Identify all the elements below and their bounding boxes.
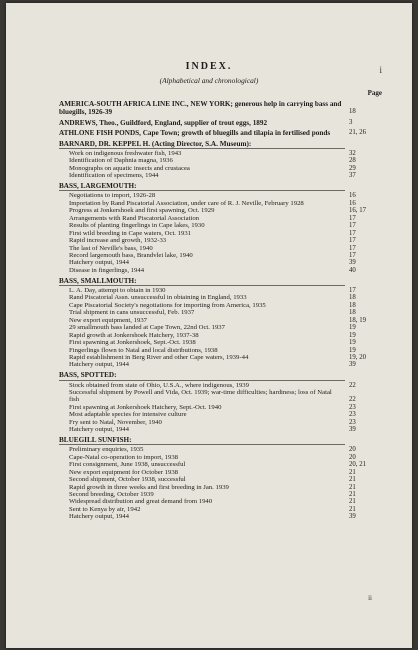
subentry-text: Results of planting fingerlings in Cape lakes, 1930 <box>69 222 205 230</box>
subentry-page-number: 16, 17 <box>349 207 366 215</box>
index-subentry <box>59 259 373 266</box>
index-subentry <box>59 317 373 324</box>
subentry-page-number: 19 <box>349 331 356 339</box>
subentry-text: Rapid growth at Jonkershoek Hatchery, 1937-38 <box>69 331 199 339</box>
entry-heading: BLUEGILL SUNFISH: <box>59 436 132 445</box>
heading-rule <box>59 380 345 381</box>
index-subentry <box>59 237 373 244</box>
subentry-text: The last of Neville's bass, 1940 <box>69 244 153 252</box>
subentry-page-number: 32 <box>349 149 356 157</box>
entry-page-number: 21, 26 <box>349 129 366 137</box>
subentry-text: Identification of Daphnia magna, 1936 <box>69 157 173 165</box>
index-subentry <box>59 165 373 172</box>
index-subentry <box>59 157 373 164</box>
index-subentry <box>59 484 373 491</box>
subentry-page-number: 21 <box>349 498 356 506</box>
subentry-page-number: 19 <box>349 346 356 354</box>
entry-heading-row <box>59 436 373 444</box>
index-entry <box>59 119 373 127</box>
subentry-text: Rapid establishment in Berg River and other Cape waters, 1939-44 <box>69 354 249 362</box>
subentry-text: Hatchery output, 1944 <box>69 513 129 521</box>
heading-rule <box>59 444 345 445</box>
subentry-page-number: 16 <box>349 192 356 200</box>
subentry-text: Successful shipment by Powell and Vida, Oct. 1939; war-time difficulties; hardiness; loss of Natal fish <box>69 388 332 404</box>
page-title: INDEX. <box>185 61 233 72</box>
subentry-page-number: 18 <box>349 309 356 317</box>
index-subentry <box>59 491 373 498</box>
subentry-text: Fingerlings flown to Natal and local distributions, 1938 <box>69 346 218 354</box>
index-subentry <box>59 339 373 346</box>
index-subentry <box>59 461 373 468</box>
subentry-page-number: 23 <box>349 411 356 419</box>
index-subentry <box>59 354 373 361</box>
index-subentry <box>59 469 373 476</box>
entry-heading-row <box>59 140 373 148</box>
index-subentry <box>59 215 373 222</box>
index-subentry <box>59 294 373 301</box>
index-subentry <box>59 252 373 259</box>
entry-heading-row <box>59 277 373 285</box>
subentry-page-number: 17 <box>349 237 356 245</box>
index-entry <box>59 436 373 521</box>
subentry-text: Negotiations to import, 1926-28 <box>69 192 156 200</box>
subentry-text: L. A. Day, attempt to obtain in 1930 <box>69 286 166 294</box>
subentry-text: Rapid growth in three weeks and first breeding in Jan. 1939 <box>69 483 229 491</box>
heading-rule <box>59 285 345 286</box>
subentry-text: Second shipment, October 1938, successful <box>69 476 186 484</box>
subentry-page-number: 20 <box>349 453 356 461</box>
subentry-text: Stock obtained from state of Ohio, U.S.A., where indigenous, 1939 <box>69 381 249 389</box>
index-subentry <box>59 446 373 453</box>
index-entry <box>59 371 373 433</box>
subentry-page-number: 17 <box>349 214 356 222</box>
subentry-text: Arrangements with Rand Piscatorial Association <box>69 214 200 222</box>
subentry-page-number: 39 <box>349 513 356 521</box>
entry-heading: ATHLONE FISH PONDS, Cape Town; growth of bluegills and tilapia in fertilised ponds <box>59 129 331 138</box>
subentry-page-number: 18, 19 <box>349 316 366 324</box>
entry-heading-row <box>59 119 373 127</box>
subentry-page-number: 19 <box>349 324 356 332</box>
index-subentry <box>59 207 373 214</box>
index-entry <box>59 100 373 116</box>
subentry-page-number: 39 <box>349 426 356 434</box>
subentry-page-number: 18 <box>349 301 356 309</box>
page-subtitle: (Alphabetical and chronological) <box>159 76 259 85</box>
subentry-text: First wild breeding in Cape waters, Oct. 1931 <box>69 229 192 237</box>
subentry-text: Identification of specimens, 1944 <box>69 172 159 180</box>
subentry-page-number: 22 <box>349 396 356 404</box>
subentry-text: Fry sent to Natal, November, 1940 <box>69 418 162 426</box>
subentry-page-number: 19, 20 <box>349 354 366 362</box>
index-subentry <box>59 267 373 274</box>
index-entry <box>59 129 373 137</box>
index-entry <box>59 140 373 180</box>
entry-heading: BASS, SMALLMOUTH: <box>59 276 137 285</box>
index-subentry <box>59 454 373 461</box>
index-subentry <box>59 389 373 404</box>
subentry-text: Importation by Rand Piscatorial Association, under care of R. J. Neville, February 1928 <box>69 199 304 207</box>
index-entries <box>59 100 373 523</box>
subentry-page-number: 20 <box>349 446 356 454</box>
subentry-text: First spawning at Jonkershoek, Sept.-Oct. 1938 <box>69 339 196 347</box>
subentry-page-number: 17 <box>349 222 356 230</box>
subentry-page-number: 37 <box>349 172 356 180</box>
subentry-text: Monographs on aquatic insects and crustacea <box>69 164 190 172</box>
subentry-text: Record largemouth bass, Brandvlei lake, 1940 <box>69 252 193 259</box>
index-subentry <box>59 222 373 229</box>
subentry-page-number: 17 <box>349 286 356 294</box>
subentry-text: Progress at Jonkershoek and first spawning, Oct. 1929 <box>69 207 215 215</box>
entry-heading-row <box>59 100 373 116</box>
index-subentry <box>59 404 373 411</box>
index-subentry <box>59 332 373 339</box>
subentry-text: Disease in fingerlings, 1944 <box>69 266 145 274</box>
subentry-text: Sent to Kenya by air, 1942 <box>69 505 141 513</box>
index-subentry <box>59 230 373 237</box>
subentry-text: New export equipment for October 1938 <box>69 468 179 476</box>
subentry-page-number: 23 <box>349 418 356 426</box>
index-subentry <box>59 302 373 309</box>
entry-heading: BASS, SPOTTED: <box>59 371 117 380</box>
index-subentry <box>59 513 373 520</box>
entry-heading: BARNARD, DR. KEPPEL H. (Acting Director, S.A. Museum): <box>59 139 252 148</box>
subentry-page-number: 39 <box>349 361 356 369</box>
entry-heading-row <box>59 129 373 137</box>
corner-mark: i <box>379 65 382 75</box>
entry-page-number: 3 <box>349 118 353 126</box>
index-subentry <box>59 476 373 483</box>
subentry-text: Cape Piscatorial Society's negotiations for importing from America, 1935 <box>69 301 266 309</box>
index-subentry <box>59 309 373 316</box>
subentry-page-number: 21 <box>349 483 356 491</box>
subentry-text: Rand Piscatorial Assn. unsuccessful in obtaining in England, 1933 <box>69 294 247 302</box>
index-subentry <box>59 411 373 418</box>
subentry-page-number: 21 <box>349 468 356 476</box>
entry-heading-row <box>59 182 373 190</box>
subentry-page-number: 29 <box>349 164 356 172</box>
entry-heading: ANDREWS, Theo., Guildford, England, supplier of trout eggs, 1892 <box>59 118 268 127</box>
index-subentry <box>59 382 373 389</box>
subentry-text: New export equipment, 1937 <box>69 316 148 324</box>
subentry-page-number: 40 <box>349 266 356 274</box>
subentry-text: Most adaptable species for intensive culture <box>69 411 187 419</box>
index-entry <box>59 277 373 369</box>
index-subentry <box>59 192 373 199</box>
page-column-heading: Page <box>367 89 382 97</box>
index-subentry <box>59 506 373 513</box>
subentry-text: First spawning at Jonkershoek Hatchery, Sept.-Oct. 1940 <box>69 403 222 411</box>
entry-heading-row <box>59 371 373 379</box>
subentry-page-number: 17 <box>349 229 356 237</box>
subentry-page-number: 21 <box>349 476 356 484</box>
subentry-page-number: 20, 21 <box>349 461 366 469</box>
subentry-text: Hatchery output, 1944 <box>69 259 129 267</box>
subentry-text: Hatchery output, 1944 <box>69 426 129 434</box>
entry-heading: BASS, LARGEMOUTH: <box>59 182 137 191</box>
index-subentry <box>59 200 373 207</box>
subentry-text: Preliminary enquiries, 1935 <box>69 446 144 454</box>
subentry-page-number: 18 <box>349 294 356 302</box>
heading-rule <box>59 190 345 191</box>
index-subentry <box>59 150 373 157</box>
document-page <box>6 3 412 648</box>
entry-page-number: 18 <box>349 108 356 116</box>
subentry-page-number: 16 <box>349 199 356 207</box>
subentry-page-number: 23 <box>349 403 356 411</box>
subentry-page-number: 21 <box>349 491 356 499</box>
subentry-page-number: 17 <box>349 244 356 252</box>
subentry-page-number: 39 <box>349 259 356 267</box>
footer-mark: ii <box>368 594 372 602</box>
index-subentry <box>59 498 373 505</box>
subentry-text: Work on indigenous freshwater fish, 1943 <box>69 149 182 157</box>
subentry-text: Rapid increase and growth, 1932-33 <box>69 237 167 245</box>
index-subentry <box>59 347 373 354</box>
index-entry <box>59 182 373 274</box>
subentry-page-number: 19 <box>349 339 356 347</box>
subentry-page-number: 22 <box>349 381 356 389</box>
subentry-text: First consignment, June 1938, unsuccessful <box>69 461 186 469</box>
subentry-text: Cape-Natal co-operation to import, 1938 <box>69 453 179 461</box>
subentry-text: 29 smallmouth bass landed at Cape Town, 22nd Oct. 1937 <box>69 324 225 332</box>
subentry-text: Second breeding, October 1939 <box>69 491 154 499</box>
index-subentry <box>59 419 373 426</box>
subentry-page-number: 21 <box>349 505 356 513</box>
heading-rule <box>59 148 345 149</box>
entry-heading: AMERICA-SOUTH AFRICA LINE INC., NEW YORK; generous help in carrying bass and bluegills, 1926-39 <box>59 100 342 117</box>
subentry-page-number: 17 <box>349 252 356 259</box>
index-subentry <box>59 361 373 368</box>
subentry-text: Hatchery output, 1944 <box>69 361 129 369</box>
subentry-text: Widespread distribution and great demand from 1940 <box>69 498 213 506</box>
index-subentry <box>59 324 373 331</box>
index-subentry <box>59 245 373 252</box>
index-subentry <box>59 287 373 294</box>
subentry-page-number: 28 <box>349 157 356 165</box>
subentry-text: Trial shipment in cans unsuccessful, Feb. 1937 <box>69 309 195 317</box>
index-subentry <box>59 172 373 179</box>
index-subentry <box>59 426 373 433</box>
